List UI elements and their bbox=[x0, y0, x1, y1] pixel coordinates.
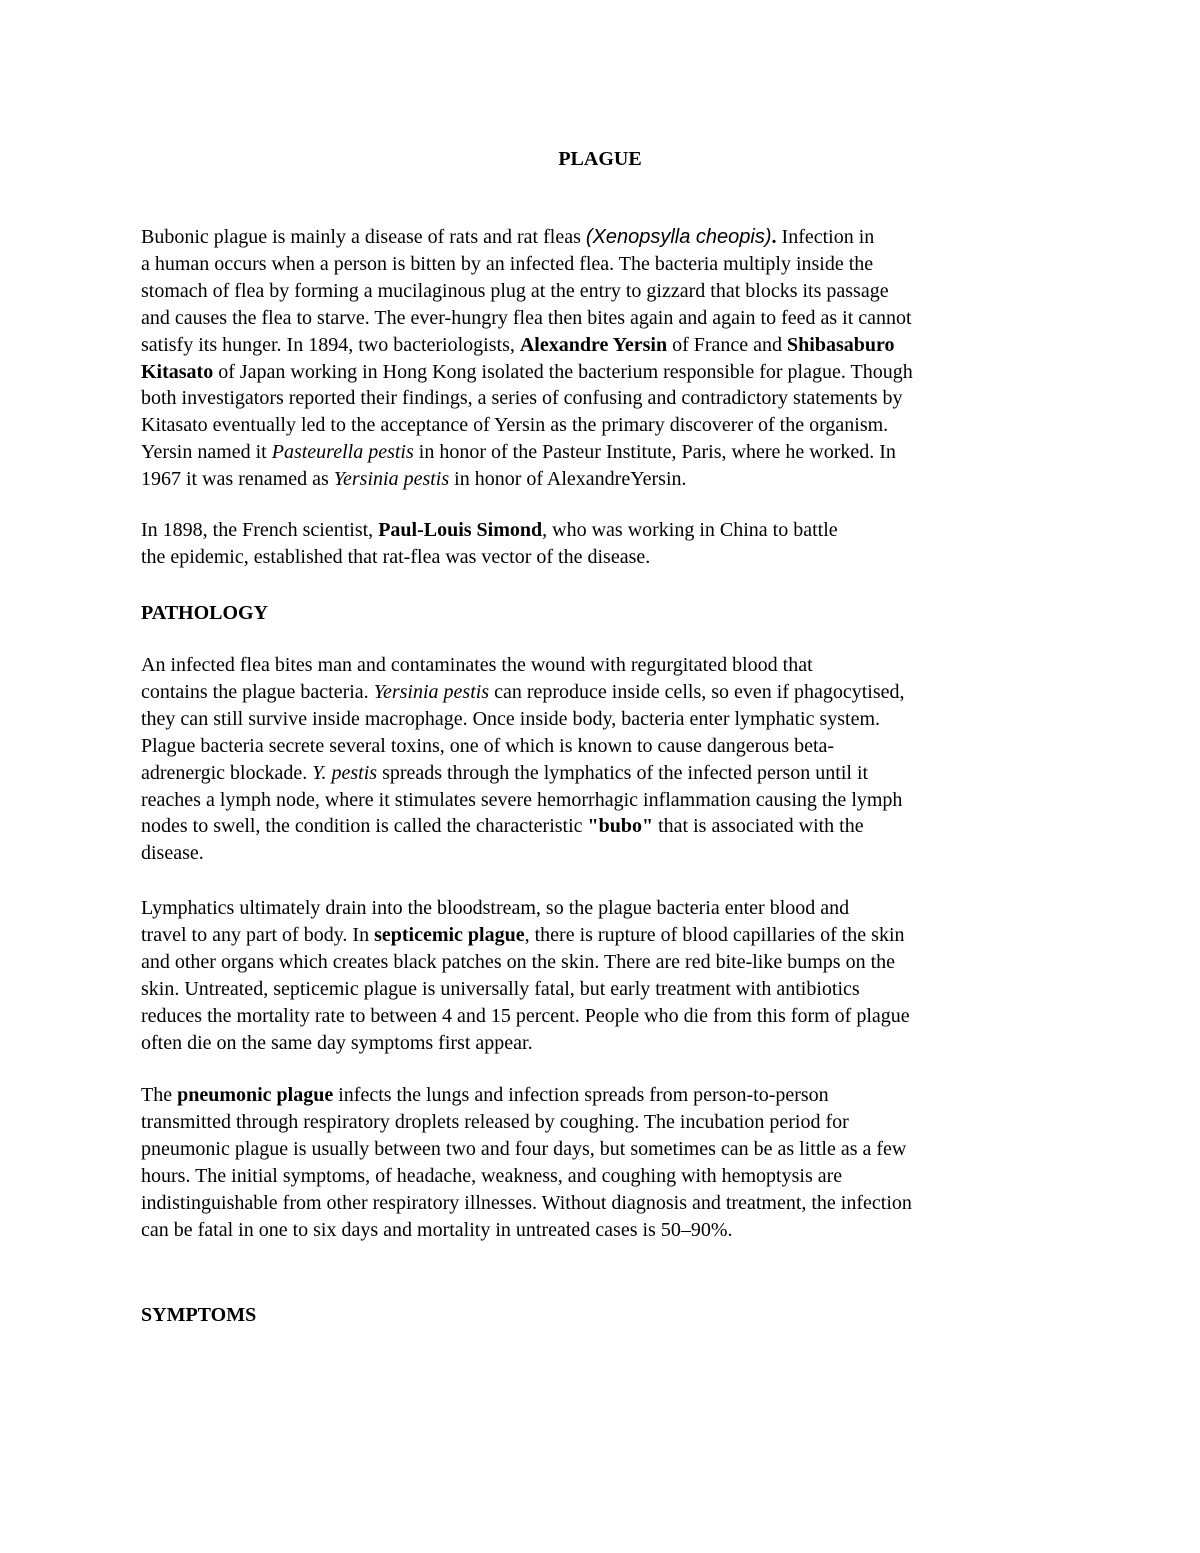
text-run: , who was working in China to battle the epidemic, established that rat-flea was vector of the disease. bbox=[141, 519, 838, 568]
text-run: can reproduce inside cells, so even if phagocytised, they can still survive inside macrophage. Once inside body, bacteria enter lymphatic system. Plague bacteria secrete several toxins, one of which is known to cause dangerous beta- adrenergic blockade. bbox=[141, 680, 905, 784]
text-run: The bbox=[141, 1084, 178, 1106]
species-name-pasteurella: Pasteurella pestis bbox=[271, 441, 414, 464]
name-alexandre-yersin: Alexandre Yersin bbox=[519, 333, 668, 356]
text-run: in honor of the Pasteur Institute, Paris, where he worked. In 1967 it was renamed as bbox=[141, 441, 896, 491]
text-run: infects the lungs and infection spreads from person-to-person transmitted through respiratory droplets released by coughing. The incubation period for pneumonic plague is usually between two and four days, but sometimes can be as little as a few hours. The initial symptoms, of headache, weakness, and coughing with hemoptysis are indistinguishable from other respiratory illnesses. Without diagnosis and treatment, the infection can be fatal in one to six days and mortality in untreated cases is 50–90%. bbox=[141, 1084, 912, 1241]
pathology-paragraph-pneumonic bbox=[141, 1082, 1061, 1243]
text-run: of France and bbox=[667, 333, 788, 356]
species-name-y-pestis: Y. pestis bbox=[312, 761, 378, 784]
species-name-yersinia: Yersinia pestis bbox=[333, 468, 450, 491]
text-run: . bbox=[771, 226, 777, 248]
text-run: Bubonic plague is mainly a disease of rats and rat fleas bbox=[141, 226, 586, 248]
section-heading-pathology: PATHOLOGY bbox=[141, 602, 269, 624]
species-name-xenopsylla: (Xenopsylla cheopis) bbox=[585, 226, 772, 248]
text-run: that is associated with the disease. bbox=[141, 815, 864, 865]
term-septicemic-plague: septicemic plague bbox=[374, 923, 525, 946]
term-bubo: "bubo" bbox=[587, 815, 654, 838]
page-title: PLAGUE bbox=[558, 148, 642, 170]
text-run: , there is rupture of blood capillaries of the skin and other organs which creates black patches on the skin. There are red bite-like bumps on the skin. Untreated, septicemic plague is universally fatal, but early treatment with antibiotics reduces the mortality rate to between 4 and 15 percent. People who die from this form of plague often die on the same day symptoms first appear. bbox=[141, 923, 910, 1054]
term-pneumonic-plague: pneumonic plague bbox=[177, 1084, 334, 1106]
species-name-yersinia: Yersinia pestis bbox=[373, 680, 490, 703]
simond-paragraph bbox=[141, 517, 1061, 571]
text-run: An infected flea bites man and contaminates the wound with regurgitated blood that contains the plague bacteria. bbox=[141, 654, 813, 703]
pathology-paragraph-infection bbox=[141, 652, 1061, 867]
text-run: in honor of AlexandreYersin. bbox=[449, 468, 687, 491]
text-run: In 1898, the French scientist, bbox=[141, 519, 379, 541]
text-run: Lymphatics ultimately drain into the bloodstream, so the plague bacteria enter blood and travel to any part of body. In bbox=[141, 897, 850, 946]
text-run: Infection in a human occurs when a person is bitten by an infected flea. The bacteria multiply inside the stomach of flea by forming a mucilaginous plug at the entry to gizzard that blocks its passage and causes the flea to starve. The ever-hungry flea then bites again and again to feed as it cannot satisfy its hunger. In 1894, two bacteriologists, bbox=[141, 226, 912, 356]
intro-paragraph bbox=[141, 224, 1061, 493]
pathology-paragraph-septicemic bbox=[141, 895, 1061, 1056]
name-paul-louis-simond: Paul-Louis Simond bbox=[378, 519, 543, 541]
text-run: spreads through the lymphatics of the infected person until it reaches a lymph node, where it stimulates severe hemorrhagic inflammation causing the lymph nodes to swell, the condition is called the characteristic bbox=[141, 761, 903, 838]
text-run: of Japan working in Hong Kong isolated the bacterium responsible for plague. Though both investigators reported their findings, a series of confusing and contradictory statements by Kitasato eventually led to the acceptance of Yersin as the primary discoverer of the organism. Yersin named it bbox=[141, 360, 913, 464]
section-heading-symptoms: SYMPTOMS bbox=[141, 1304, 257, 1326]
name-shibasaburo-kitasato: Shibasaburo Kitasato bbox=[141, 333, 895, 383]
